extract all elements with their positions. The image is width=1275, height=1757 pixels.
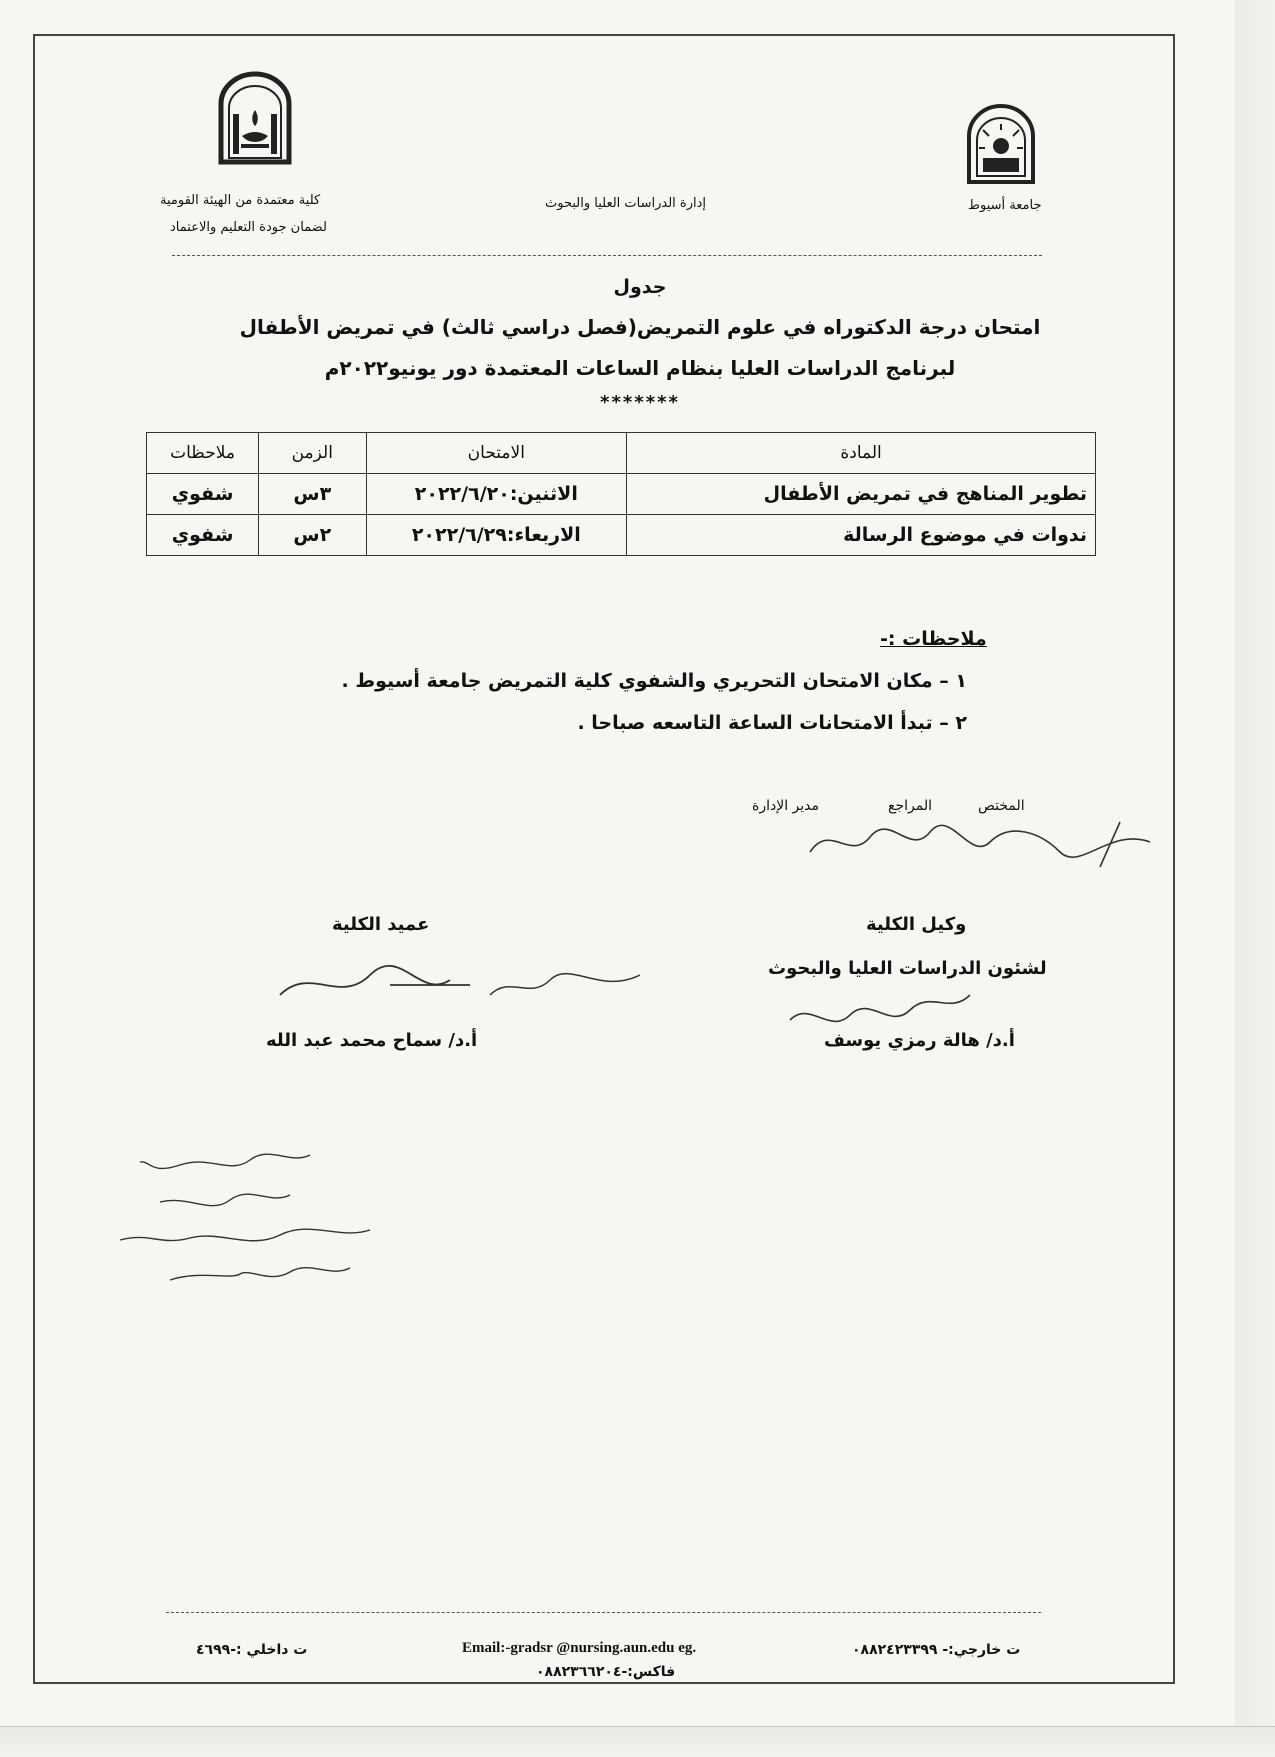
accreditation-line-1: كلية معتمدة من الهيئة القومية — [160, 193, 321, 208]
notes-heading: ملاحظات :- — [880, 628, 987, 650]
table-row — [147, 515, 1096, 556]
approval-reviewer: المراجع — [888, 798, 932, 814]
row-duration: ٢س — [259, 515, 366, 556]
header-notes: ملاحظات — [147, 433, 259, 474]
row-duration: ٣س — [259, 474, 366, 515]
table-header-row — [147, 433, 1096, 474]
note-item: ١ – مكان الامتحان التحريري والشفوي كلية التمريض جامعة أسيوط . — [341, 670, 967, 692]
footer-divider — [166, 1612, 1041, 1613]
header-divider — [172, 255, 1042, 256]
nursing-faculty-logo — [215, 70, 295, 166]
department-name: إدارة الدراسات العليا والبحوث — [545, 196, 707, 211]
document-title: جدول — [613, 276, 667, 298]
header-subject: المادة — [627, 433, 1096, 474]
row-exam-date: الاربعاء:٢٠٢٢/٦/٢٩ — [366, 515, 627, 556]
dean-title: عميد الكلية — [332, 914, 430, 935]
assiut-university-logo — [965, 100, 1037, 186]
exam-title: امتحان درجة الدكتوراه في علوم التمريض(فصل دراسي ثالث) في تمريض الأطفال — [239, 315, 1041, 339]
accreditation-line-2: لضمان جودة التعليم والاعتماد — [170, 220, 327, 235]
scan-bottom-edge — [0, 1726, 1275, 1757]
internal-phone: ت داخلي :-٤٦٩٩ — [196, 1642, 308, 1658]
dean-signature — [270, 955, 650, 1015]
vice-dean-signature — [780, 985, 980, 1030]
header-exam: الامتحان — [366, 433, 627, 474]
fax-number: فاكس:-٠٨٨٢٣٦٦٢٠٤ — [536, 1664, 676, 1680]
vice-dean-title: وكيل الكلية — [866, 914, 967, 935]
program-title: لبرنامج الدراسات العليا بنظام الساعات المعتمدة دور يونيو٢٠٢٢م — [324, 356, 956, 380]
row-notes: شفوي — [147, 515, 259, 556]
row-subject: ندوات في موضوع الرسالة — [627, 515, 1096, 556]
dean-name: أ.د/ سماح محمد عبد الله — [266, 1030, 478, 1051]
title-stars: ******* — [600, 392, 680, 413]
header-time: الزمن — [259, 433, 366, 474]
approval-initials-handwriting — [800, 812, 1160, 872]
approval-admin-director: مدير الإدارة — [752, 798, 820, 814]
approval-specialist: المختص — [978, 798, 1025, 814]
handwritten-note — [110, 1140, 400, 1300]
scan-edge — [1235, 0, 1275, 1757]
row-exam-date: الاثنين:٢٠٢٢/٦/٢٠ — [366, 474, 627, 515]
row-notes: شفوي — [147, 474, 259, 515]
row-subject: تطوير المناهج في تمريض الأطفال — [627, 474, 1096, 515]
email-address: Email:-gradsr @nursing.aun.edu eg. — [462, 1640, 697, 1656]
vice-dean-name: أ.د/ هالة رمزي يوسف — [824, 1030, 1015, 1051]
vice-dean-subtitle: لشئون الدراسات العليا والبحوث — [768, 958, 1047, 979]
university-name: جامعة أسيوط — [968, 198, 1042, 213]
external-phone: ت خارجي:- ٠٨٨٢٤٢٣٣٩٩ — [852, 1642, 1021, 1658]
table-row — [147, 474, 1096, 515]
note-item: ٢ – تبدأ الامتحانات الساعة التاسعه صباحا . — [577, 712, 967, 734]
exam-schedule-table — [146, 432, 1096, 556]
